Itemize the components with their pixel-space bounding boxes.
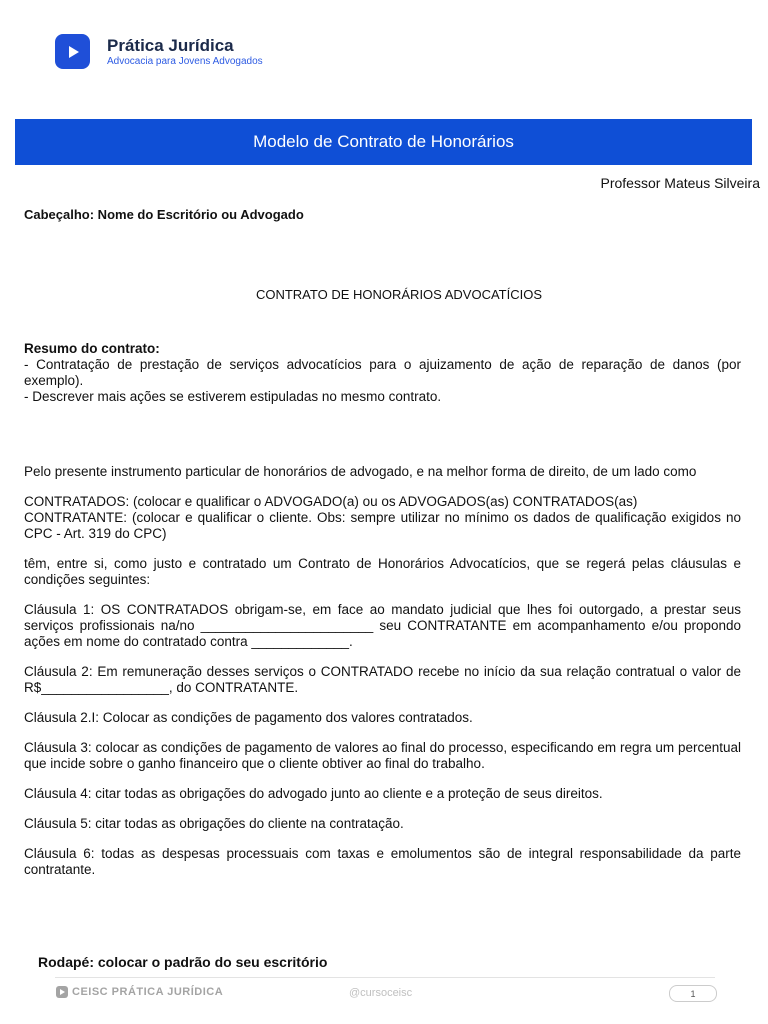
clause-3: Cláusula 3: colocar as condições de pagamento de valores ao final do processo, especificando em regra um percentual que incide sobre o ganho financeiro que o cliente obtiver ao final do trabalho. [24, 740, 741, 771]
summary-line: - Contratação de prestação de serviços advocatícios para o ajuizamento de ação de reparação de danos (por exemplo). [24, 357, 741, 388]
clause-1: Cláusula 1: OS CONTRATADOS obrigam-se, em face ao mandato judicial que lhes foi outorgado, a prestar seus serviços profissionais na/no _______________________ seu CONTRATANTE em acompanhamento e/ou propondo ações em nome do contratado contra _____________. [24, 602, 741, 649]
clause-2-1: Cláusula 2.I: Colocar as condições de pagamento dos valores contratados. [24, 710, 473, 725]
clause-6: Cláusula 6: todas as despesas processuais com taxas e emolumentos são de integral responsabilidade da parte contratante. [24, 846, 741, 877]
summary-title: Resumo do contrato: [24, 341, 160, 356]
brand-subtitle: Advocacia para Jovens Advogados [107, 55, 263, 67]
footer-label: Rodapé: colocar o padrão do seu escritório [38, 954, 328, 970]
footer-brand-text: CEISC PRÁTICA JURÍDICA [72, 986, 224, 998]
brand-logo [55, 34, 263, 69]
document-title: CONTRATO DE HONORÁRIOS ADVOCATÍCIOS [255, 287, 543, 302]
play-icon [55, 34, 90, 69]
contract-body [24, 464, 741, 878]
brand-title: Prática Jurídica [107, 35, 234, 55]
contratante-paragraph: CONTRATANTE: (colocar e qualificar o cliente. Obs: sempre utilizar no mínimo os dados de qualificação exigidos no CPC - Art. 319 do CPC) [24, 510, 741, 541]
clause-5: Cláusula 5: citar todas as obrigações do cliente na contratação. [24, 816, 404, 831]
banner-title: Modelo de Contrato de Honorários [253, 132, 514, 151]
summary-line: - Descrever mais ações se estiverem estipuladas no mesmo contrato. [24, 389, 442, 404]
footer-divider [55, 977, 715, 978]
page-number: 1 [669, 985, 717, 1002]
footer-handle: @cursoceisc [349, 987, 413, 999]
intro-paragraph: Pelo presente instrumento particular de honorários de advogado, e na melhor forma de direito, de um lado como [24, 464, 697, 479]
contratados-paragraph: CONTRATADOS: (colocar e qualificar o ADVOGADO(a) ou os ADVOGADOS(as) CONTRATADOS(as) [24, 494, 638, 509]
footer-brand [56, 986, 223, 998]
clause-4: Cláusula 4: citar todas as obrigações do advogado junto ao cliente e a proteção de seus direitos. [24, 786, 603, 801]
agreement-paragraph: têm, entre si, como justo e contratado um Contrato de Honorários Advocatícios, que se regerá pelas cláusulas e condições seguintes: [24, 556, 741, 587]
author-name: Professor Mateus Silveira [600, 175, 760, 191]
ceisc-logo-icon [56, 986, 68, 998]
header-label: Cabeçalho: Nome do Escritório ou Advogado [24, 207, 304, 222]
clause-2: Cláusula 2: Em remuneração desses serviços o CONTRATADO recebe no início da sua relação contratual o valor de R$_________________, do CONTRATANTE. [24, 664, 741, 695]
summary-section [24, 341, 741, 405]
title-banner [15, 119, 752, 165]
